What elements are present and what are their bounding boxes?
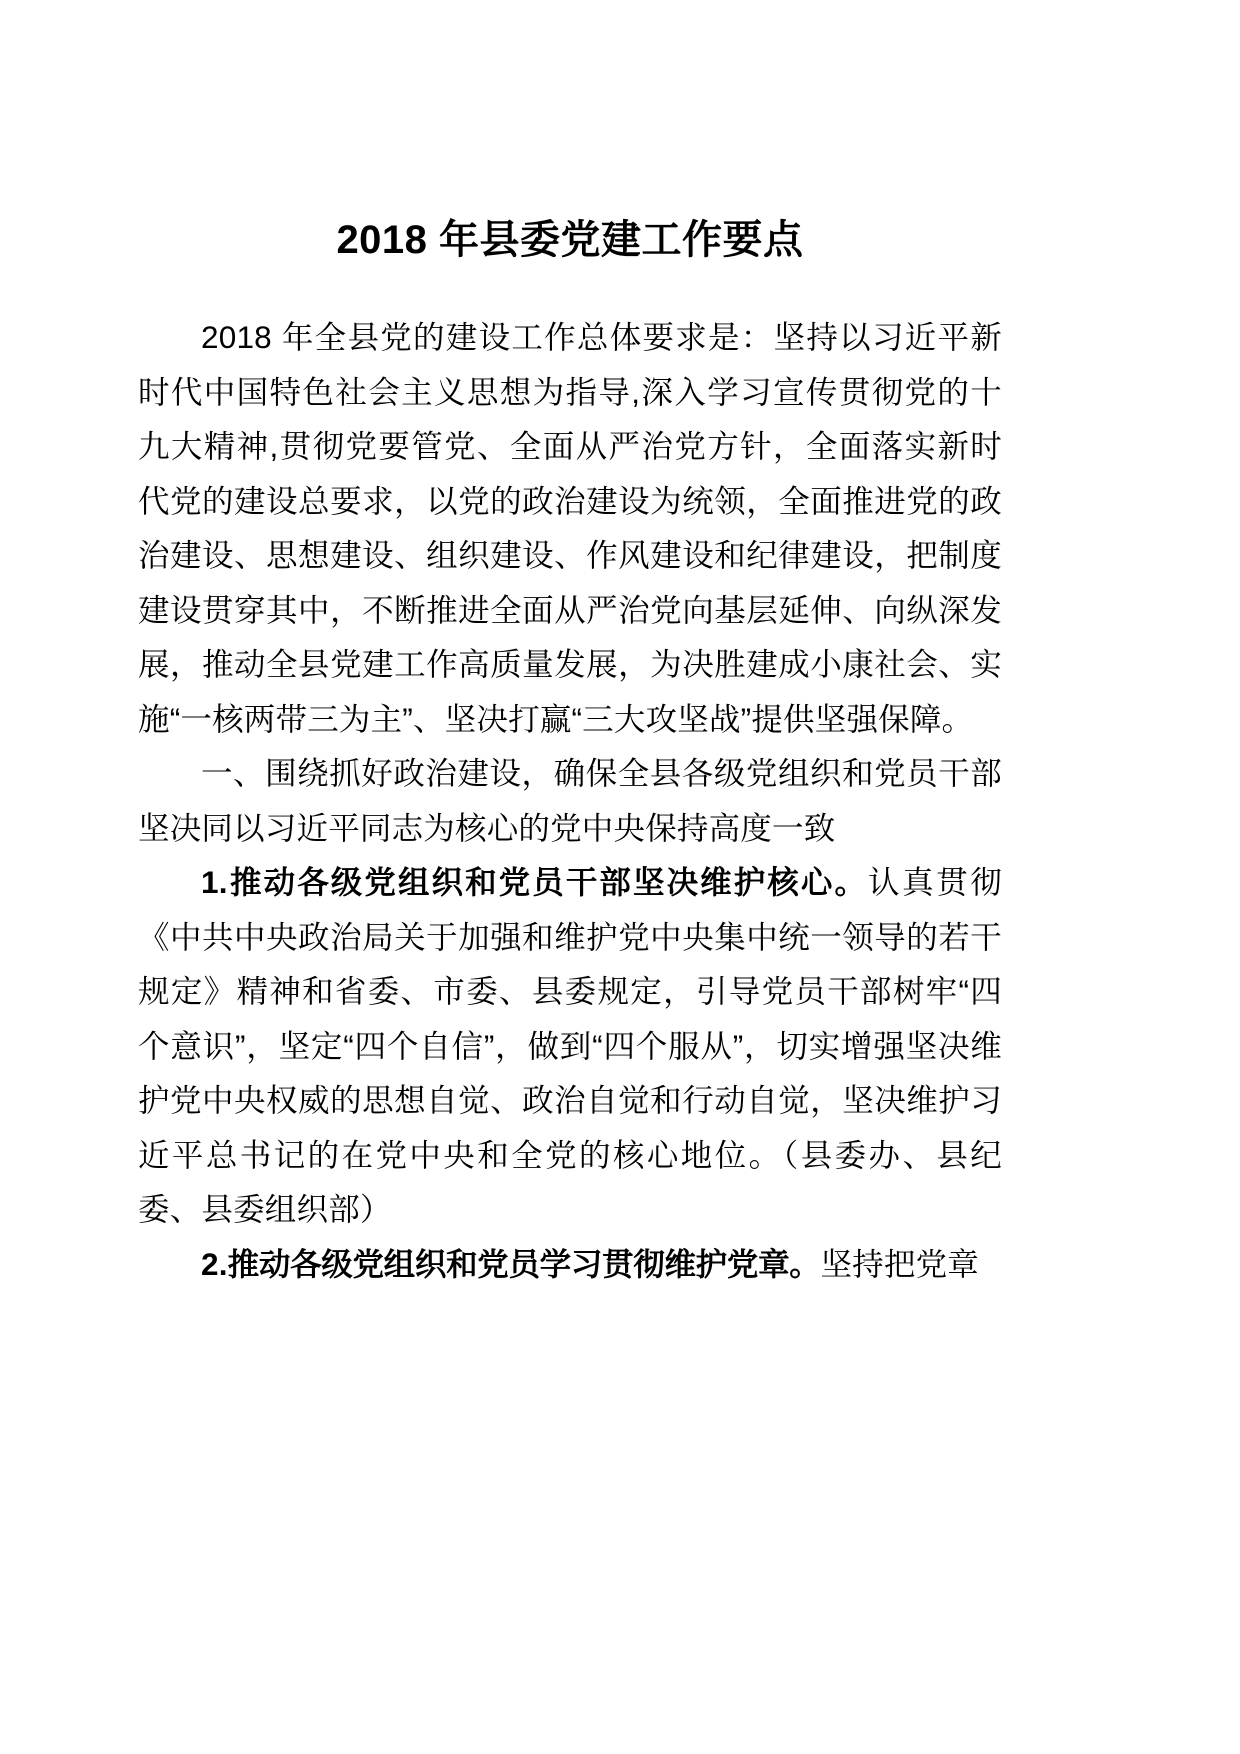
numbered-item-2 <box>138 1237 1002 1292</box>
item-1-body: 认真贯彻《中共中央政治局关于加强和维护党中央集中统一领导的若干规定》精神和省委、市委、县委规定，引导党员干部树牢“四个意识”，坚定“四个自信”，做到“四个服从”，切实增强坚决维护党中央权威的思想自觉、政治自觉和行动自觉，坚决维护习近平总书记的在党中央和全党的核心地位。（县委办、县纪委、县委组织部） <box>138 864 1002 1227</box>
item-2-body: 坚持把党章 <box>820 1245 979 1282</box>
section-heading-one: 一、围绕抓好政治建设，确保全县各级党组织和党员干部坚决同以习近平同志为核心的党中央保持高度一致 <box>138 755 1002 846</box>
page-content <box>138 0 1002 1291</box>
item-2-lead: 推动各级党组织和党员学习贯彻维护党章。 <box>227 1245 821 1282</box>
numbered-item-1 <box>138 855 1002 1237</box>
item-1-number: 1. <box>201 864 228 900</box>
page-title: 2018 年县委党建工作要点 <box>336 218 804 262</box>
item-2-number: 2. <box>201 1245 228 1282</box>
paragraph-overview: 2018 年全县党的建设工作总体要求是：坚持以习近平新时代中国特色社会主义思想为指导,深入学习宣传贯彻党的十九大精神,贯彻党要管党、全面从严治党方针，全面落实新时代党的建设总要求，以党的政治建设为统领，全面推进党的政治建设、思想建设、组织建设、作风建设和纪律建设，把制度建设贯穿其中，不断推进全面从严治党向基层延伸、向纵深发展，推动全县党建工作高质量发展，为决胜建成小康社会、实施“一核两带三为主”、坚决打赢“三大攻坚战”提供坚强保障。 <box>138 319 1002 737</box>
item-1-lead: 推动各级党组织和党员干部坚决维护核心。 <box>227 864 869 900</box>
